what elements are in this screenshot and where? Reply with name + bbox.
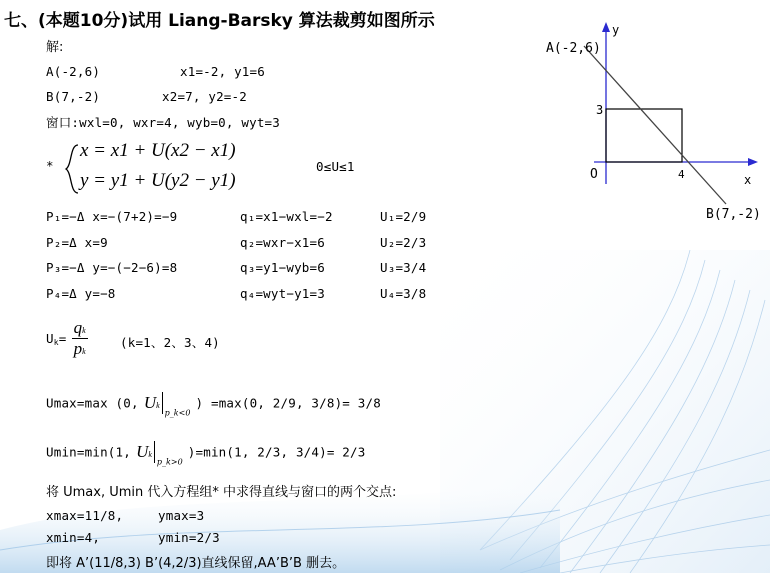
brace-icon	[62, 143, 82, 195]
x-min: xmin=4,	[46, 530, 101, 545]
x-max: xmax=11/8,	[46, 508, 124, 523]
uk-fraction	[72, 318, 88, 359]
u-range: 0≤U≤1	[316, 159, 355, 174]
equation-star: *	[46, 158, 54, 173]
conclusion-text: 即将 A’(11/8,3) B’(4,2/3)直线保留,AA’B’B 删去。	[46, 556, 346, 571]
row-p2: P₂=Δ x=9	[46, 235, 108, 250]
umin-bar	[154, 441, 155, 463]
point-b-values: x2=7, y2=-2	[162, 89, 247, 104]
row-u4: U₄=3/8	[380, 286, 427, 301]
substitute-text: 将 Umax, Umin 代入方程组* 中求得直线与窗口的两个交点:	[46, 485, 397, 500]
row-p3: P₃=−Δ y=−(−2−6)=8	[46, 260, 178, 275]
umin-suffix: )=min(1, 2/3, 3/4)= 2/3	[187, 444, 366, 460]
solve-label: 解:	[46, 40, 64, 55]
point-b: B(7,-2)	[46, 89, 101, 104]
umax-bar	[162, 392, 163, 414]
uk-prefix: $U_k=$	[46, 331, 67, 347]
uk-index-range: (k=1、2、3、4)	[120, 335, 220, 350]
tick-3-label: 3	[596, 103, 604, 117]
problem-title: 七、(本题10分)试用 Liang-Barsky 算法裁剪如图所示	[4, 11, 435, 31]
row-p1: P₁=−Δ x=−(7+2)=−9	[46, 209, 178, 224]
umax-condition: p_k<0	[164, 408, 191, 418]
point-b-label: B(7,-2)	[706, 207, 761, 222]
row-p4: P₄=Δ y=−8	[46, 286, 116, 301]
equation-x: x = x1 + U(x2 − x1)	[80, 140, 236, 161]
uk-denominator: pk	[73, 339, 86, 358]
y-max: ymax=3	[158, 508, 205, 523]
row-q2: q₂=wxr−x1=6	[240, 235, 325, 250]
uk-formula	[46, 318, 88, 359]
umax-suffix: ) =max(0, 2/9, 3/8)= 3/8	[195, 395, 381, 411]
x-axis-label: x	[744, 173, 752, 187]
y-axis-arrow-icon	[602, 22, 610, 32]
equation-y: y = y1 + U(y2 − y1)	[80, 170, 236, 191]
uk-numerator: qk	[73, 318, 86, 337]
y-min: ymin=2/3	[158, 530, 220, 545]
clipping-diagram	[540, 14, 768, 226]
umin-u: Uk	[136, 441, 152, 461]
row-u3: U₃=3/4	[380, 260, 427, 275]
umin-line	[46, 441, 365, 467]
y-axis-label: y	[612, 23, 620, 37]
segment-ab	[584, 46, 726, 204]
umax-line	[46, 392, 381, 418]
row-u1: U₁=2/9	[380, 209, 427, 224]
point-a-values: x1=-2, y1=6	[180, 64, 265, 79]
row-u2: U₂=2/3	[380, 235, 427, 250]
umin-prefix: Umin=min(1,	[46, 444, 131, 460]
tick-4-label: 4	[678, 168, 685, 181]
x-axis-arrow-icon	[748, 158, 758, 166]
row-q1: q₁=x1−wxl=−2	[240, 209, 333, 224]
row-q3: q₃=y1−wyb=6	[240, 260, 325, 275]
point-a: A(-2,6)	[46, 64, 101, 79]
row-q4: q₄=wyt−y1=3	[240, 286, 325, 301]
umax-u: Uk	[143, 392, 160, 412]
clip-window: 窗口:wxl=0, wxr=4, wyb=0, wyt=3	[46, 115, 280, 130]
point-a-label: A(-2,6)	[546, 41, 601, 56]
clip-window-rect	[606, 109, 682, 162]
origin-label: O	[590, 167, 598, 182]
umin-condition: p_k>0	[156, 457, 183, 467]
umax-prefix: Umax=max (0,	[46, 395, 139, 411]
